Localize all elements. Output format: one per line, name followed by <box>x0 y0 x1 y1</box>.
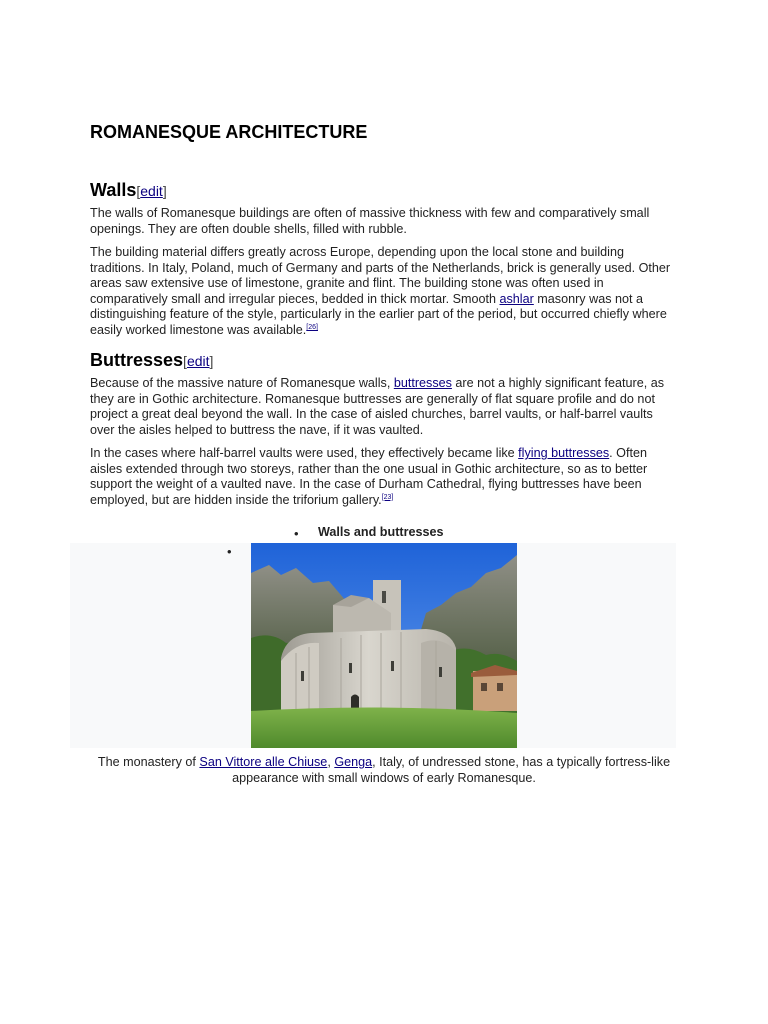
walls-heading-text: Walls <box>90 180 137 200</box>
gallery-caption <box>90 755 678 786</box>
caption-text-a: The monastery of <box>97 755 200 769</box>
church-apse-right <box>421 640 456 715</box>
buttresses-heading <box>90 345 213 373</box>
house <box>473 671 517 711</box>
ashlar-link[interactable]: ashlar <box>499 291 534 306</box>
lawn <box>251 707 517 748</box>
caption-text-b: , Italy, of undressed stone, has a typically fortress-like appearance with small windows of early Romanesque. <box>232 755 671 785</box>
buttresses-paragraph-2-text-b: . Often aisles extended through two storeys, rather than the one usual in Gothic architecture, so as to better support the weight of a vaulted nave. In the case of Durham Cathedral, flying buttresses have been employed, but are hidden inside the triforium gallery. <box>90 446 648 507</box>
gallery-title: Walls and buttresses <box>318 525 444 539</box>
church-window <box>301 671 304 681</box>
gallery-item-bullet: • <box>227 544 232 559</box>
buttresses-edit-bracket-open: [ <box>183 353 187 369</box>
citation-26-link[interactable]: [26] <box>306 323 318 331</box>
walls-paragraph-1: The walls of Romanesque buildings are often of massive thickness with few and comparatively small openings. They are often double shells, filled with rubble. <box>90 206 650 236</box>
church-window <box>439 667 442 677</box>
san-vittore-link[interactable]: San Vittore alle Chiuse <box>199 755 328 769</box>
buttresses-paragraph-1-text-a: Because of the massive nature of Romanesque walls, <box>90 376 394 390</box>
buttresses-paragraph-1 <box>90 376 676 438</box>
house-window <box>497 683 503 691</box>
walls-edit-bracket-close: ] <box>162 183 167 199</box>
buttresses-link[interactable]: buttresses <box>393 376 452 390</box>
buttresses-edit-bracket-close: ] <box>209 353 214 369</box>
walls-edit-bracket-open: [ <box>136 183 141 199</box>
document-title: ROMANESQUE ARCHITECTURE <box>90 122 368 142</box>
citation-23 <box>382 494 394 501</box>
buttresses-paragraph-2 <box>90 446 676 508</box>
monastery-photo[interactable] <box>251 543 517 748</box>
monastery-photo-illustration <box>251 543 517 748</box>
citation-26 <box>306 324 318 331</box>
buttresses-paragraph-2-text-a: In the cases where half-barrel vaults were used, they effectively became like <box>90 446 519 460</box>
walls-paragraph-2-text-a: The building material differs greatly across Europe, depending upon the local stone and building traditions. In Italy, Poland, much of Germany and parts of the Netherlands, brick is generally used. Other areas saw extensive use of limestone, granite and flint. The building stone was often used in comparatively small and irregular pieces, bedded in thick mortar. Smooth <box>90 245 671 306</box>
flying-buttresses-link[interactable]: flying buttresses <box>518 446 610 460</box>
walls-paragraph-2 <box>90 245 676 339</box>
buttresses-heading-text: Buttresses <box>90 350 184 370</box>
walls-edit-link[interactable]: edit <box>140 183 163 199</box>
caption-separator: , <box>327 755 335 769</box>
gallery-title-bullet: • <box>294 526 299 541</box>
walls-heading <box>90 175 167 203</box>
tower-window <box>382 591 386 603</box>
citation-23-link[interactable]: [23] <box>381 493 394 501</box>
church-window <box>349 663 352 673</box>
church-window <box>391 661 394 671</box>
walls-paragraph-2-text-b: masonry was not a distinguishing feature of the style, particularly in the earlier part of the period, but occurred chiefly where easily worked limestone was available. <box>90 291 667 337</box>
genga-link[interactable]: Genga <box>334 755 373 769</box>
buttresses-paragraph-1-text-b: are not a highly significant feature, as they are in Gothic architecture. Romanesque buttresses are generally of flat square profile and do not project a great deal beyond the wall. In the case of aisled churches, barrel vaults, or half-barrel vaults over the aisles helped to buttress the nave, if it was vaulted. <box>90 376 665 437</box>
house-window <box>481 683 487 691</box>
buttresses-edit-link[interactable]: edit <box>186 353 210 369</box>
